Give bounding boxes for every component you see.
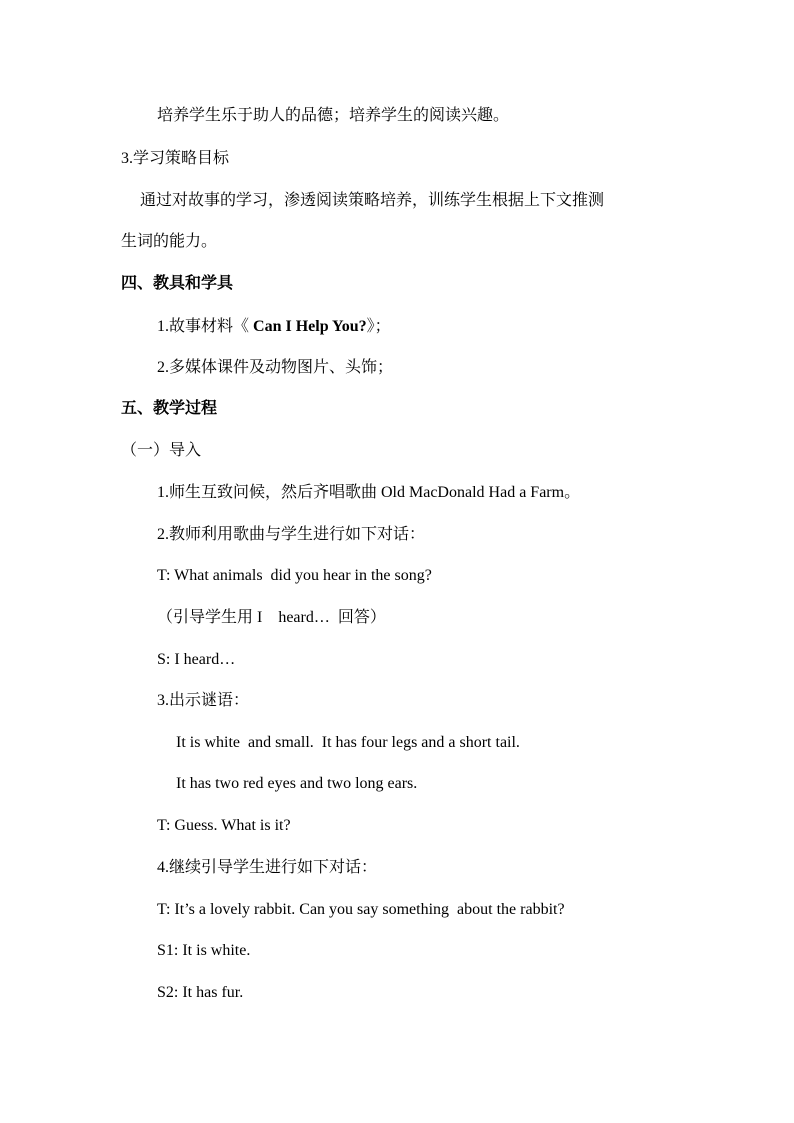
strategy-text-line-1: 通过对故事的学习，渗透阅读策略培养，训练学生根据上下文推测 — [140, 192, 605, 209]
aid-item-1-prefix: 1.故事材料《 — [157, 318, 254, 335]
story-title: Can I Help You? — [253, 318, 367, 335]
dialogue-teacher-guess: T: Guess. What is it? — [157, 817, 291, 834]
strategy-text-line-2: 生词的能力。 — [121, 233, 218, 250]
dialogue-student-1: S1: It is white. — [157, 942, 251, 959]
dialogue-guidance-note: （引导学生用 I heard… 回答） — [157, 609, 386, 626]
dialogue-teacher-question: T: What animals did you hear in the song? — [157, 567, 432, 584]
step-2-text: 2.教师利用歌曲与学生进行如下对话： — [157, 526, 426, 543]
dialogue-student-answer: S: I heard… — [157, 651, 236, 668]
section-heading-learning-strategy: 3.学习策略目标 — [121, 150, 230, 167]
dialogue-teacher-rabbit: T: It’s a lovely rabbit. Can you say something about the rabbit? — [157, 901, 565, 918]
riddle-line-2: It has two red eyes and two long ears. — [176, 775, 418, 792]
aid-item-2: 2.多媒体课件及动物图片、头饰； — [157, 359, 394, 376]
subsection-heading-lead-in: （一）导入 — [121, 442, 202, 459]
section-heading-teaching-process: 五、教学过程 — [121, 400, 218, 417]
section-heading-teaching-aids: 四、教具和学具 — [121, 275, 234, 292]
dialogue-student-2: S2: It has fur. — [157, 984, 244, 1001]
step-1-text: 1.师生互致问候，然后齐唱歌曲 Old MacDonald Had a Farm。 — [157, 484, 581, 501]
step-3-text: 3.出示谜语： — [157, 692, 250, 709]
step-4-text: 4.继续引导学生进行如下对话： — [157, 859, 378, 876]
goal-text-line: 培养学生乐于助人的品德；培养学生的阅读兴趣。 — [157, 107, 510, 124]
aid-item-1 — [157, 317, 391, 337]
aid-item-1-suffix: 》； — [366, 318, 391, 335]
riddle-line-1: It is white and small. It has four legs and a short tail. — [176, 734, 520, 751]
